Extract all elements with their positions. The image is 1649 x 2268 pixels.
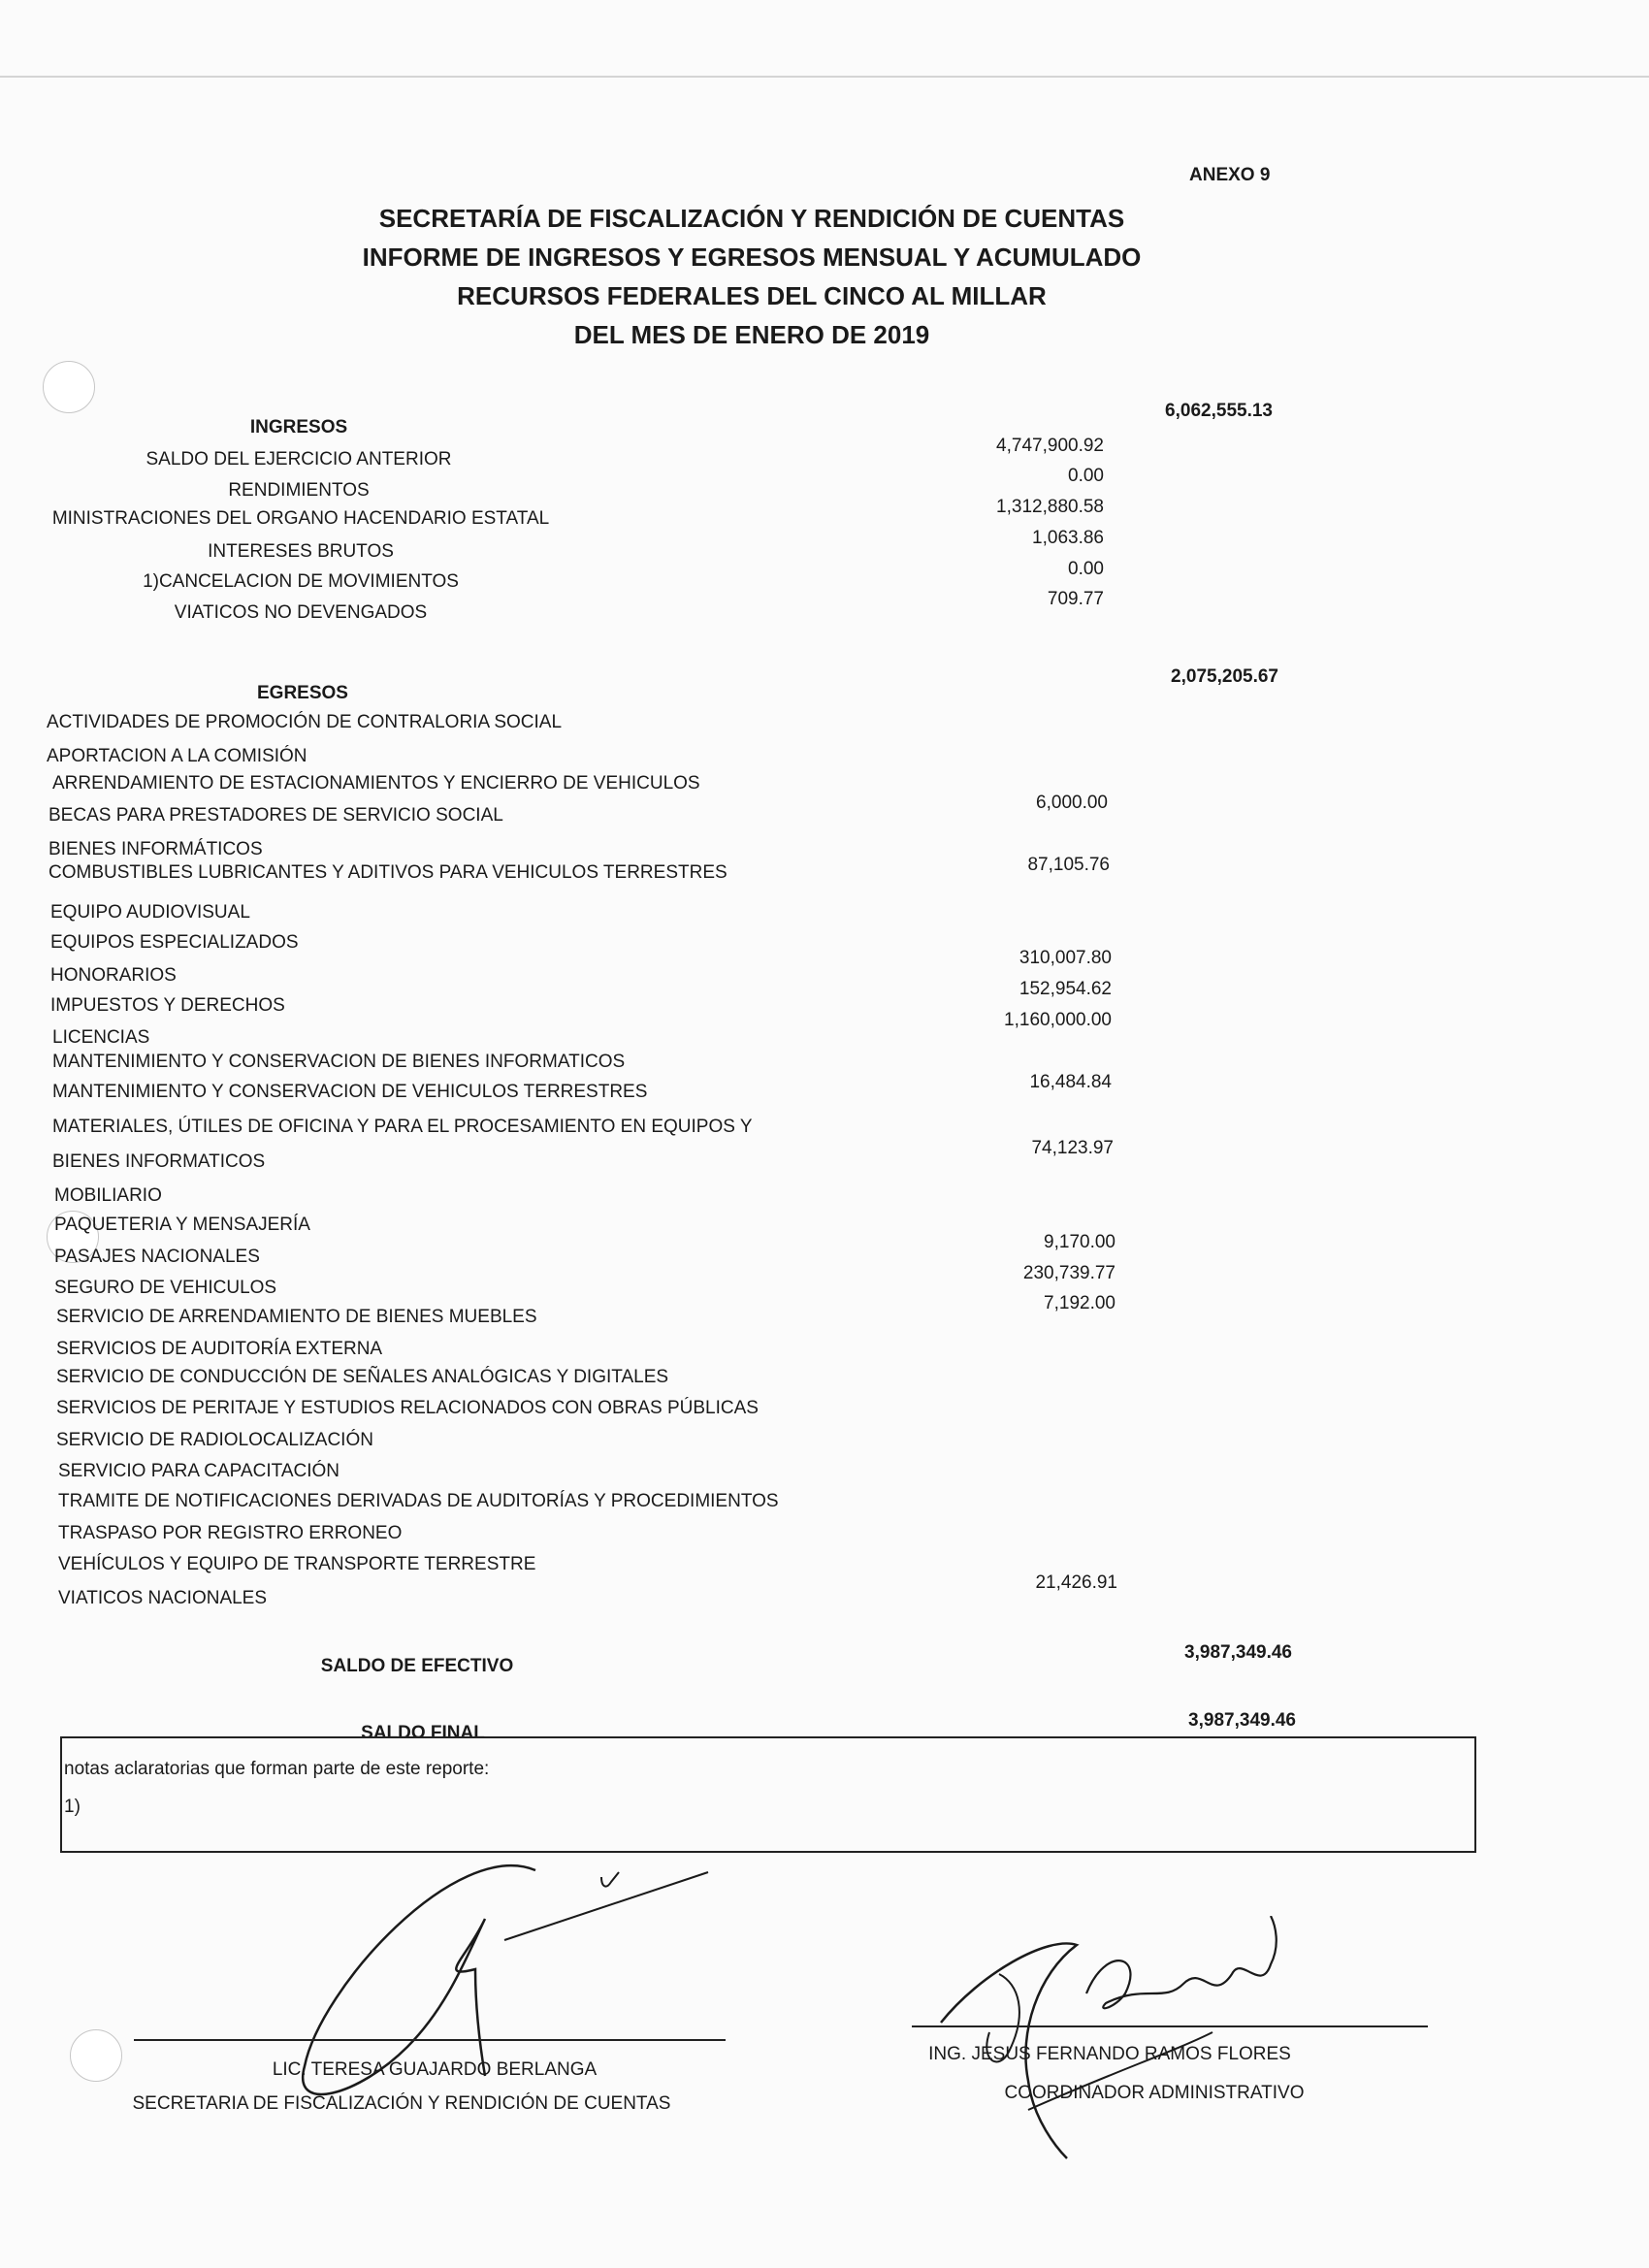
cash-balance-amount: 3,987,349.46: [1184, 1642, 1292, 1663]
egreso-amount: 7,192.00: [1044, 1293, 1116, 1313]
egreso-label: SEGURO DE VEHICULOS: [54, 1278, 277, 1298]
egreso-label: SERVICIO DE CONDUCCIÓN DE SEÑALES ANALÓGICAS Y DIGITALES: [56, 1367, 669, 1387]
egreso-label: HONORARIOS: [50, 965, 177, 986]
egreso-amount: 21,426.91: [1035, 1572, 1117, 1593]
egreso-label: SERVICIOS DE PERITAJE Y ESTUDIOS RELACIONADOS CON OBRAS PÚBLICAS: [56, 1398, 759, 1418]
left-signature-line: [134, 2039, 726, 2041]
ingreso-amount: 4,747,900.92: [996, 436, 1104, 456]
ingreso-label: INTERESES BRUTOS: [208, 541, 394, 562]
egreso-label: MOBILIARIO: [54, 1185, 162, 1206]
egreso-label: ACTIVIDADES DE PROMOCIÓN DE CONTRALORIA SOCIAL: [47, 712, 563, 732]
egreso-label: VEHÍCULOS Y EQUIPO DE TRANSPORTE TERRESTRE: [58, 1554, 536, 1574]
final-balance-amount: 3,987,349.46: [1188, 1710, 1296, 1731]
egresos-heading: EGRESOS: [257, 683, 348, 703]
ingresos-heading: INGRESOS: [249, 417, 348, 437]
ingreso-amount: 0.00: [1068, 466, 1104, 486]
egreso-label: PASAJES NACIONALES: [54, 1247, 260, 1267]
left-signer-title: SECRETARIA DE FISCALIZACIÓN Y RENDICIÓN DE CUENTAS: [132, 2093, 671, 2114]
egreso-label: LICENCIAS: [52, 1027, 150, 1048]
punch-hole: [43, 361, 95, 413]
ingreso-label: MINISTRACIONES DEL ORGANO HACENDARIO ESTATAL: [51, 508, 550, 529]
egreso-label: SERVICIOS DE AUDITORÍA EXTERNA: [56, 1339, 383, 1359]
left-signer-name: LIC. TERESA GUAJARDO BERLANGA: [272, 2059, 598, 2080]
egreso-label: TRASPASO POR REGISTRO ERRONEO: [58, 1523, 403, 1543]
ingreso-amount: 1,312,880.58: [996, 497, 1104, 517]
egreso-label: SERVICIO DE ARRENDAMIENTO DE BIENES MUEBLES: [56, 1307, 537, 1327]
egreso-label: EQUIPOS ESPECIALIZADOS: [50, 932, 299, 953]
ingreso-label: SALDO DEL EJERCICIO ANTERIOR: [146, 449, 452, 470]
egreso-amount: 310,007.80: [1018, 948, 1112, 968]
notes-heading: notas aclaratorias que forman parte de este reporte:: [64, 1759, 490, 1779]
egreso-label: SERVICIO DE RADIOLOCALIZACIÓN: [56, 1430, 373, 1450]
egreso-label: PAQUETERIA Y MENSAJERÍA: [54, 1215, 310, 1235]
notes-box: [60, 1736, 1476, 1853]
final-balance-label: SALDO FINAL: [361, 1723, 485, 1743]
annex-label: ANEXO 9: [1189, 165, 1271, 185]
cash-balance-label: SALDO DE EFECTIVO: [320, 1656, 514, 1676]
egreso-label: EQUIPO AUDIOVISUAL: [50, 902, 250, 923]
egreso-label: APORTACION A LA COMISIÓN: [47, 746, 307, 766]
ingreso-label: RENDIMIENTOS: [228, 480, 370, 501]
title-line: SECRETARÍA DE FISCALIZACIÓN Y RENDICIÓN DE CUENTAS: [378, 204, 1125, 233]
egreso-label: BECAS PARA PRESTADORES DE SERVICIO SOCIAL: [48, 805, 503, 826]
notes-item: 1): [64, 1797, 81, 1817]
egreso-label: MANTENIMIENTO Y CONSERVACION DE BIENES INFORMATICOS: [52, 1052, 626, 1072]
right-signer-name: ING. JESUS FERNANDO RAMOS FLORES: [928, 2044, 1291, 2064]
egreso-amount: 16,484.84: [1029, 1072, 1112, 1092]
egreso-label: IMPUESTOS Y DERECHOS: [50, 995, 285, 1016]
ingreso-amount: 709.77: [1047, 589, 1104, 609]
report-title: [242, 199, 1261, 354]
egreso-label: SERVICIO PARA CAPACITACIÓN: [58, 1461, 340, 1481]
egreso-label: BIENES INFORMATICOS: [52, 1151, 266, 1172]
egreso-amount: 87,105.76: [1027, 855, 1110, 875]
egresos-total: 2,075,205.67: [1171, 666, 1278, 687]
egreso-amount: 230,739.77: [1022, 1263, 1116, 1283]
egreso-amount: 6,000.00: [1036, 793, 1108, 813]
egreso-label: TRAMITE DE NOTIFICACIONES DERIVADAS DE AUDITORÍAS Y PROCEDIMIENTOS: [58, 1491, 779, 1511]
punch-hole: [70, 2029, 122, 2082]
egreso-amount: 1,160,000.00: [1004, 1010, 1112, 1030]
ingreso-label: VIATICOS NO DEVENGADOS: [174, 602, 428, 623]
title-line: RECURSOS FEDERALES DEL CINCO AL MILLAR: [457, 281, 1047, 310]
right-signer-title: COORDINADOR ADMINISTRATIVO: [1004, 2083, 1305, 2103]
egreso-label: VIATICOS NACIONALES: [58, 1588, 268, 1608]
egreso-label: BIENES INFORMÁTICOS: [48, 839, 263, 859]
title-line: DEL MES DE ENERO DE 2019: [573, 320, 930, 349]
egreso-label: COMBUSTIBLES LUBRICANTES Y ADITIVOS PARA VEHICULOS TERRESTRES: [48, 862, 728, 883]
ingreso-label: 1)CANCELACION DE MOVIMIENTOS: [143, 571, 459, 592]
ingresos-total: 6,062,555.13: [1165, 401, 1273, 421]
ingreso-amount: 1,063.86: [1032, 528, 1104, 548]
egreso-label: MATERIALES, ÚTILES DE OFICINA Y PARA EL PROCESAMIENTO EN EQUIPOS Y: [52, 1117, 753, 1137]
title-line: INFORME DE INGRESOS Y EGRESOS MENSUAL Y ACUMULADO: [362, 243, 1142, 272]
ingreso-amount: 0.00: [1068, 559, 1104, 579]
egreso-amount: 9,170.00: [1044, 1232, 1116, 1252]
egreso-amount: 74,123.97: [1031, 1138, 1114, 1158]
left-signature-image: [281, 1843, 786, 2124]
right-signature-image: [922, 1916, 1329, 2168]
egreso-amount: 152,954.62: [1018, 979, 1112, 999]
egreso-label: ARRENDAMIENTO DE ESTACIONAMIENTOS Y ENCIERRO DE VEHICULOS: [52, 773, 700, 794]
right-signature-line: [912, 2025, 1428, 2027]
egreso-label: MANTENIMIENTO Y CONSERVACION DE VEHICULOS TERRESTRES: [52, 1082, 648, 1102]
page-edge: [0, 76, 1649, 78]
